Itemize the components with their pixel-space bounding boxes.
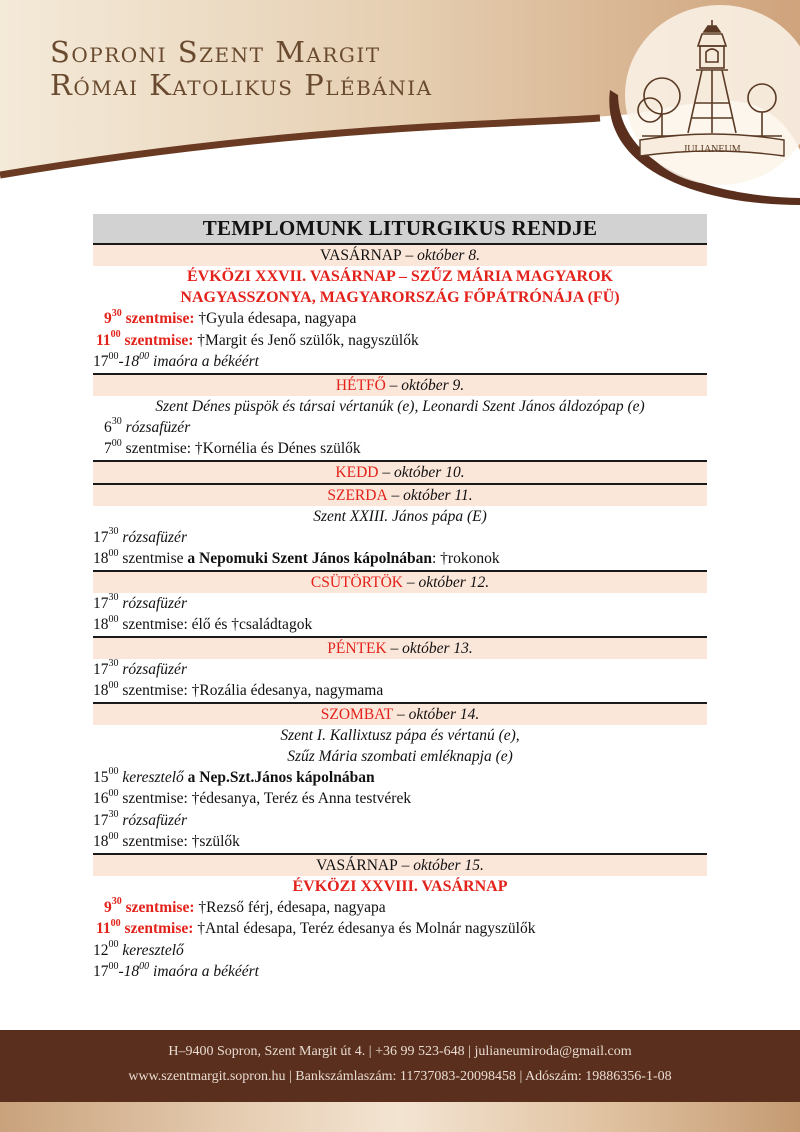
page-header xyxy=(0,0,800,215)
day-date: – október 14. xyxy=(393,705,480,723)
day-header-sunday-oct8 xyxy=(93,243,707,266)
svg-text:JULIANEUM: JULIANEUM xyxy=(683,144,741,155)
day-date: – október 9. xyxy=(385,376,465,394)
feast-title: ÉVKÖZI XXVII. VASÁRNAP – SZŰZ MÁRIA MAGYAROK xyxy=(187,268,613,285)
schedule-entry: $16^{00}$ szentmise: †édesanya, Teréz és Anna testvérek xyxy=(93,787,412,807)
day-name: VASÁRNAP xyxy=(316,856,398,874)
feast-title: Szent Dénes püspök és társai vértanúk (e), Leonardi Szent János áldozópap (e) xyxy=(155,397,645,415)
day-header-saturday xyxy=(93,702,707,725)
day-date: – október 13. xyxy=(386,639,473,657)
schedule-entry: $9^{30}$ szentmise: †Rezső férj, édesapa, nagyapa xyxy=(104,896,386,916)
feast-title: Szűz Mária szombati emléknapja (e) xyxy=(287,747,513,765)
schedule-entry: $12^{00}$ keresztelő xyxy=(93,939,184,959)
day-date: – október 12. xyxy=(402,573,490,591)
liturgical-schedule xyxy=(93,214,707,983)
parish-name xyxy=(50,36,433,102)
schedule-entry: $17^{30}$ rózsafüzér xyxy=(93,592,187,612)
schedule-entry: $17^{30}$ rózsafüzér xyxy=(93,809,187,829)
day-name: SZERDA xyxy=(327,486,388,504)
footer-bank-info: www.szentmargit.sopron.hu | Bankszámlaszám: 11737083-20098458 | Adószám: 19886356-1-08 xyxy=(128,1069,672,1084)
schedule-entry: $7^{00}$ szentmise: †Kornélia és Dénes szülők xyxy=(104,437,361,457)
feast-title: Szent XXIII. János pápa (E) xyxy=(313,507,487,525)
schedule-entry: $11^{00}$ szentmise: †Antal édesapa, Teréz édesanya és Molnár nagyszülők xyxy=(96,917,536,937)
day-header-wednesday xyxy=(93,483,707,506)
day-name: CSÜTÖRTÖK xyxy=(310,573,403,591)
schedule-entry: $17^{00}-18^{00}$ imaóra a békéért xyxy=(93,960,259,980)
feast-title: ÉVKÖZI XXVIII. VASÁRNAP xyxy=(292,877,508,895)
day-header-tuesday xyxy=(93,460,707,483)
schedule-entry: $18^{00}$ szentmise: †Rozália édesanya, nagymama xyxy=(93,679,384,699)
schedule-entry: $18^{00}$ szentmise: †szülők xyxy=(93,830,240,850)
day-name: VASÁRNAP xyxy=(320,247,402,264)
parish-name-line2: Római Katolikus Plébánia xyxy=(50,68,433,102)
day-name: PÉNTEK xyxy=(327,639,387,657)
schedule-entry: $9^{30}$ szentmise: †Gyula édesapa, nagyapa xyxy=(104,307,357,327)
schedule-title: TEMPLOMUNK LITURGIKUS RENDJE xyxy=(93,214,707,243)
julianeum-logo-icon xyxy=(632,18,792,168)
day-date: – október 10. xyxy=(378,463,465,481)
parish-name-line1: Soproni Szent Margit xyxy=(50,35,381,69)
day-header-monday xyxy=(93,373,707,396)
day-name: HÉTFŐ xyxy=(335,376,386,394)
schedule-entry: $18^{00}$ szentmise a Nepomuki Szent János kápolnában: †rokonok xyxy=(93,547,500,567)
day-date: – október 15. xyxy=(397,856,484,874)
schedule-entry: $15^{00}$ keresztelő a Nep.Szt.János kápolnában xyxy=(93,766,375,786)
schedule-entry: $17^{30}$ rózsafüzér xyxy=(93,658,187,678)
schedule-entry: $18^{00}$ szentmise: élő és †családtagok xyxy=(93,613,313,633)
footer-gold-strip xyxy=(0,1102,800,1132)
schedule-entry: $17^{30}$ rózsafüzér xyxy=(93,526,187,546)
day-name: SZOMBAT xyxy=(320,705,394,723)
day-header-friday xyxy=(93,636,707,659)
page-footer xyxy=(0,1030,800,1132)
footer-band xyxy=(0,1030,800,1102)
day-header-sunday-oct15 xyxy=(93,853,707,876)
schedule-entry: $11^{00}$ szentmise: †Margit és Jenő szülők, nagyszülők xyxy=(96,329,419,349)
footer-contact: H–9400 Sopron, Szent Margit út 4. | +36 99 523-648 | julianeumiroda@gmail.com xyxy=(168,1044,632,1059)
schedule-entry: $17^{00}-18^{00}$ imaóra a békéért xyxy=(93,350,259,370)
day-date: – október 8. xyxy=(401,247,480,264)
day-date: – október 11. xyxy=(387,486,473,504)
feast-title: NAGYASSZONYA, MAGYARORSZÁG FŐPÁTRÓNÁJA (FÜ) xyxy=(180,289,620,306)
feast-title: Szent I. Kallixtusz pápa és vértanú (e), xyxy=(280,726,520,744)
day-name: KEDD xyxy=(335,463,379,481)
schedule-entry: $6^{30}$ rózsafüzér xyxy=(104,416,191,436)
day-header-thursday xyxy=(93,570,707,593)
